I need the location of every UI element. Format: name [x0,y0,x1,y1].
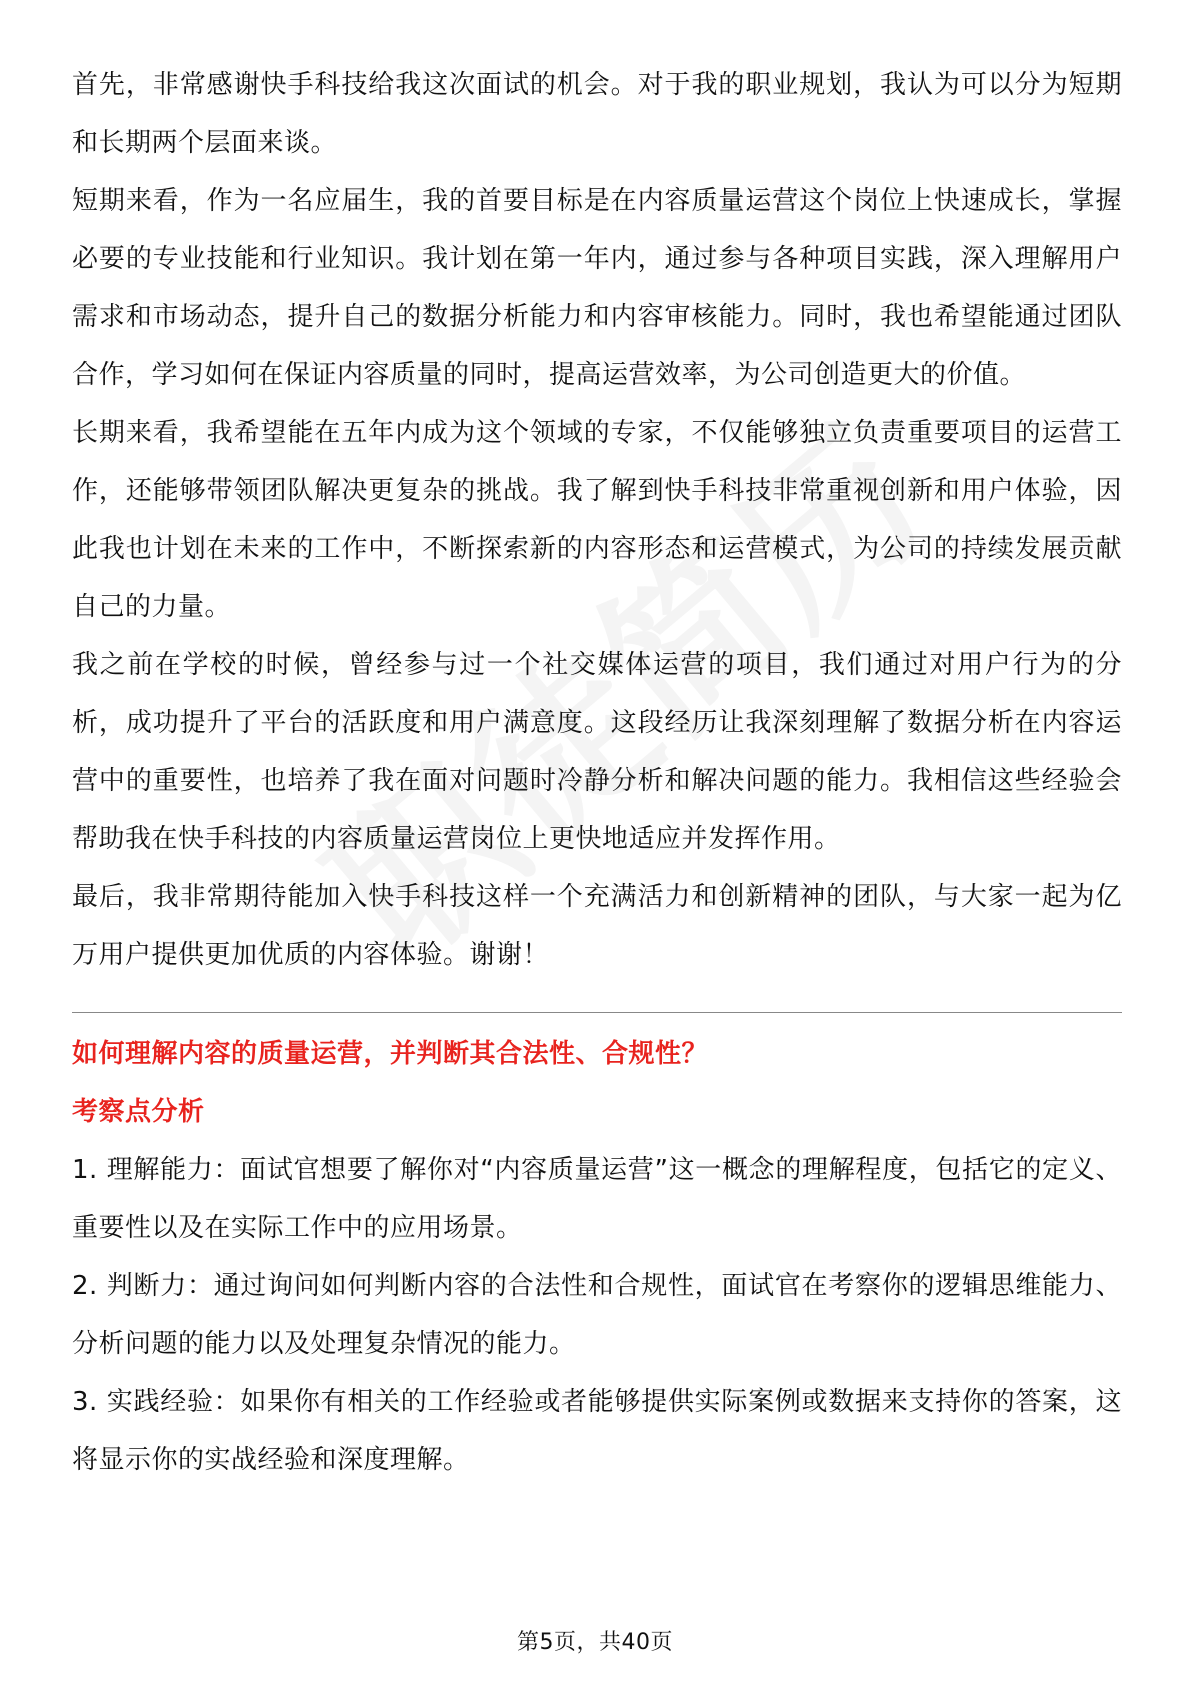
answer-paragraph-5: 最后，我非常期待能加入快手科技这样一个充满活力和创新精神的团队，与大家一起为亿万用户提供更加优质的内容体验。谢谢！ [72,882,1122,970]
analysis-item-1: 1. 理解能力：面试官想要了解你对“内容质量运营”这一概念的理解程度，包括它的定义、重要性以及在实际工作中的应用场景。 [72,1155,1122,1243]
question-heading: 如何理解内容的质量运营，并判断其合法性、合规性？ [72,1039,709,1069]
analysis-item-3: 3. 实践经验：如果你有相关的工作经验或者能够提供实际案例或数据来支持你的答案，这将显示你的实战经验和深度理解。 [72,1387,1122,1475]
analysis-item-2: 2. 判断力：通过询问如何判断内容的合法性和合规性，面试官在考察你的逻辑思维能力、分析问题的能力以及处理复杂情况的能力。 [72,1271,1122,1359]
answer-paragraph-2: 短期来看，作为一名应届生，我的首要目标是在内容质量运营这个岗位上快速成长，掌握必要的专业技能和行业知识。我计划在第一年内，通过参与各种项目实践，深入理解用户需求和市场动态，提升自己的数据分析能力和内容审核能力。同时，我也希望能通过团队合作，学习如何在保证内容质量的同时，提高运营效率，为公司创造更大的价值。 [72,186,1122,390]
page-content [72,56,1122,1489]
section-divider [72,1012,1122,1013]
answer-paragraph-1: 首先，非常感谢快手科技给我这次面试的机会。对于我的职业规划，我认为可以分为短期和长期两个层面来谈。 [72,70,1122,158]
analysis-heading: 考察点分析 [72,1097,205,1127]
answer-paragraph-4: 我之前在学校的时候，曾经参与过一个社交媒体运营的项目，我们通过对用户行为的分析，成功提升了平台的活跃度和用户满意度。这段经历让我深刻理解了数据分析在内容运营中的重要性，也培养了我在面对问题时冷静分析和解决问题的能力。我相信这些经验会帮助我在快手科技的内容质量运营岗位上更快地适应并发挥作用。 [72,650,1122,854]
page-number-footer: 第5页，共40页 [517,1630,673,1655]
answer-paragraph-3: 长期来看，我希望能在五年内成为这个领域的专家，不仅能够独立负责重要项目的运营工作，还能够带领团队解决更复杂的挑战。我了解到快手科技非常重视创新和用户体验，因此我也计划在未来的工作中，不断探索新的内容形态和运营模式，为公司的持续发展贡献自己的力量。 [72,418,1122,622]
